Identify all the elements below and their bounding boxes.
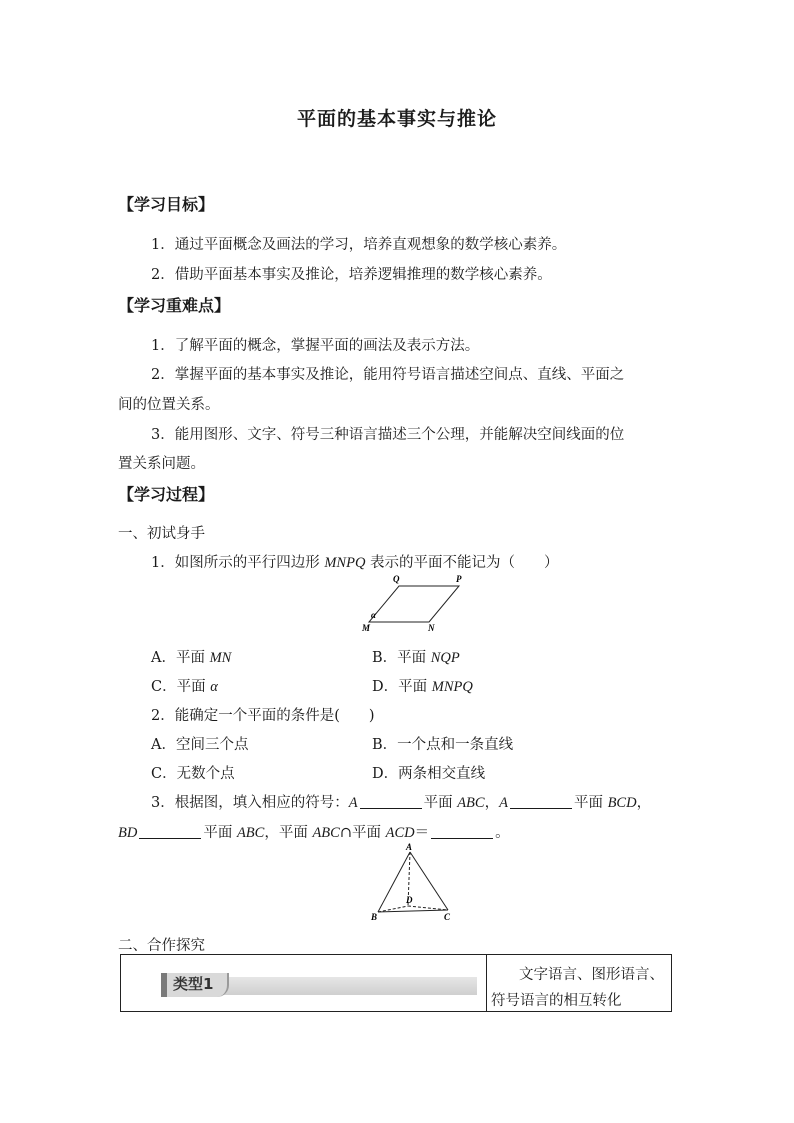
parallelogram-figure: [355, 572, 473, 634]
q3-text-4: 平面: [573, 795, 608, 811]
q3-var-a1: A: [348, 795, 358, 811]
q3-var-a2: A: [499, 795, 508, 811]
q1-option-d: [372, 675, 473, 696]
key-point-item-2-line2: 间的位置关系。: [118, 397, 220, 413]
q3-var-bd: BD: [118, 825, 138, 841]
key-point-item-1: 1．了解平面的概念，掌握平面的画法及表示方法。: [151, 338, 480, 354]
q1-option-b-value: NQP: [430, 650, 460, 666]
q2-option-c: C．无数个点: [151, 766, 235, 782]
q1-option-b: [372, 646, 460, 667]
q1-option-d-value: MNPQ: [431, 679, 473, 695]
objectives-heading: 【学习目标】: [118, 195, 215, 214]
q3-text-7: ，平面: [264, 825, 313, 841]
q3-blank-1[interactable]: [360, 794, 422, 809]
label-alpha: α: [371, 610, 376, 620]
q1-option-b-prefix: B．平面: [372, 650, 431, 666]
label-m: M: [362, 623, 371, 633]
q2-option-b: B．一个点和一条直线: [372, 737, 514, 753]
q3-text-10: 。: [495, 825, 510, 841]
type-1-flag: [161, 973, 167, 997]
key-point-item-3-line2: 置关系问题。: [118, 456, 205, 472]
label-c: C: [444, 912, 451, 922]
label-p: P: [456, 574, 462, 584]
process-heading: 【学习过程】: [118, 485, 215, 504]
key-point-item-2-line1: 2．掌握平面的基本事实及推论，能用符号语言描述空间点、直线、平面之: [151, 367, 625, 383]
q3-var-bcd: BCD: [607, 795, 637, 811]
q1-option-a-value: MN: [209, 650, 232, 666]
objective-item-1: 1．通过平面概念及画法的学习，培养直观想象的数学核心素养。: [151, 237, 567, 253]
q1-prefix: 1．如图所示的平行四边形: [151, 555, 325, 571]
section-1-label: 一、初试身手: [118, 526, 205, 542]
q2-option-a: A．空间三个点: [151, 737, 249, 753]
type-1-divider: [486, 955, 487, 1011]
key-point-item-3-line1: 3．能用图形、文字、符号三种语言描述三个公理，并能解决空间线面的位: [151, 427, 625, 443]
q3-blank-3[interactable]: [139, 824, 201, 839]
q3-text-5: ，: [636, 795, 652, 811]
q1-option-a-prefix: A．平面: [151, 650, 210, 666]
q3-text-2: 平面: [423, 795, 458, 811]
label-b: B: [371, 912, 378, 922]
question-1-stem: [151, 551, 559, 572]
tetrahedron-figure: [368, 840, 458, 926]
question-2-stem: 2．能确定一个平面的条件是( ): [151, 708, 375, 724]
q3-text-3: ，: [484, 795, 500, 811]
page-title: 平面的基本事实与推论: [296, 108, 497, 130]
q3-text-1: 3．根据图，填入相应的符号：: [151, 795, 349, 811]
type-1-description-line2: 符号语言的相互转化: [491, 993, 622, 1009]
question-3-line1: [151, 791, 651, 812]
q3-blank-2[interactable]: [510, 794, 572, 809]
q1-suffix: 表示的平面不能记为（ ）: [365, 555, 559, 571]
q3-var-abc3: ABC: [312, 825, 340, 841]
q1-option-c-prefix: C．平面: [151, 679, 211, 695]
q3-text-8: ∩平面: [339, 825, 386, 841]
q3-var-acd: ACD: [385, 825, 415, 841]
q3-blank-4[interactable]: [431, 824, 493, 839]
q1-option-c-value: α: [210, 679, 218, 695]
q1-name: MNPQ: [324, 555, 366, 571]
label-n: N: [428, 623, 435, 633]
q3-text-9: ＝: [414, 825, 430, 841]
label-q: Q: [393, 574, 400, 584]
question-3-line2: [118, 821, 510, 842]
label-a: A: [406, 842, 413, 852]
type-1-label: 类型1: [173, 975, 214, 993]
q3-text-6: 平面: [203, 825, 237, 841]
type-1-description-line1: 文字语言、图形语言、: [519, 967, 664, 983]
objective-item-2: 2．借助平面基本事实及推论，培养逻辑推理的数学核心素养。: [151, 267, 552, 283]
section-2-label: 二、合作探究: [118, 938, 205, 954]
q3-var-abc1: ABC: [457, 795, 485, 811]
q1-option-c: [151, 675, 218, 696]
key-points-heading: 【学习重难点】: [118, 296, 231, 315]
q1-option-d-prefix: D．平面: [372, 679, 432, 695]
q3-var-abc2: ABC: [236, 825, 265, 841]
type-1-box: [120, 954, 672, 1012]
q2-option-d: D．两条相交直线: [372, 766, 486, 782]
label-d: D: [406, 895, 413, 905]
q1-option-a: [151, 646, 231, 667]
